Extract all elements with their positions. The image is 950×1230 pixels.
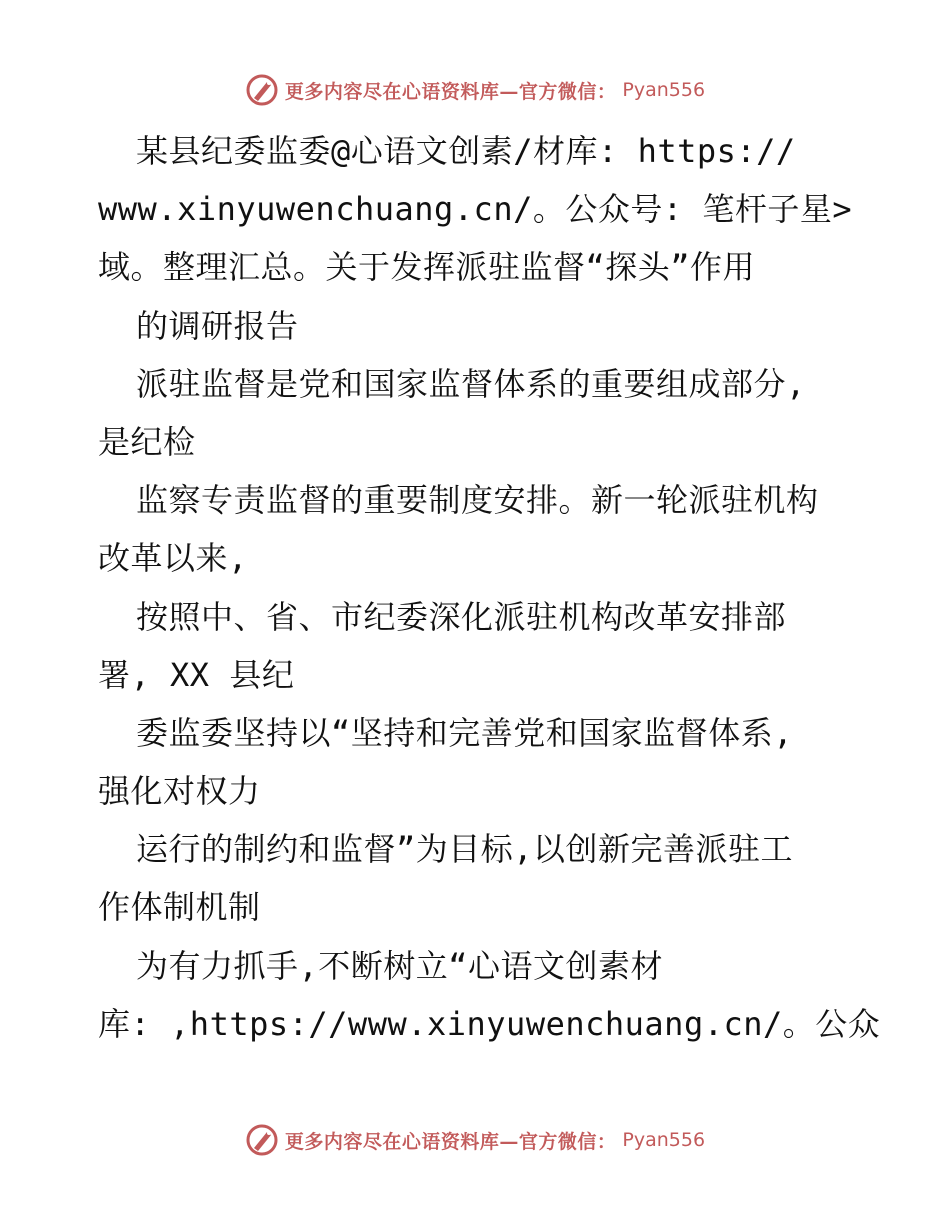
pen-logo-icon xyxy=(245,1123,279,1157)
text-line: 强化对权力 xyxy=(98,772,261,811)
pen-logo-icon xyxy=(245,73,279,107)
banner-contact: Pyan556 xyxy=(622,79,706,101)
text-line: 委监委坚持以“坚持和完善党和国家监督体系, xyxy=(136,713,794,752)
banner-contact: Pyan556 xyxy=(622,1129,706,1151)
document-body xyxy=(98,122,881,1053)
text-line: 派驻监督是党和国家监督体系的重要组成部分, xyxy=(136,364,806,403)
text-line: 域。整理汇总。关于发挥派驻监督“探头”作用 xyxy=(98,248,756,287)
text-line: 某县纪委监委@心语文创素/材库: https:// xyxy=(136,132,796,170)
footer-banner xyxy=(0,1118,950,1162)
text-line: 监察专责监督的重要制度安排。新一轮派驻机构 xyxy=(136,481,819,520)
text-line: 库: ,https://www.xinyuwenchuang.cn/。公众 xyxy=(98,1004,881,1043)
text-line: 的调研报告 xyxy=(136,306,299,345)
text-line: www.xinyuwenchuang.cn/。公众号: 笔杆子星> xyxy=(98,190,853,229)
text-line: 作体制机制 xyxy=(98,888,261,927)
text-line: 是纪检 xyxy=(98,422,196,461)
text-line: 改革以来, xyxy=(98,539,248,578)
banner-text: 更多内容尽在心语资料库—官方微信： xyxy=(284,80,617,103)
text-line: 为有力抓手,不断树立“心语文创素材 xyxy=(136,946,664,985)
text-line: 署, XX 县纪 xyxy=(98,655,295,694)
header-banner xyxy=(0,68,950,112)
text-line: 按照中、省、市纪委深化派驻机构改革安排部 xyxy=(136,597,787,636)
banner-text: 更多内容尽在心语资料库—官方微信： xyxy=(284,1130,617,1153)
text-line: 运行的制约和监督”为目标,以创新完善派驻工 xyxy=(136,830,794,869)
